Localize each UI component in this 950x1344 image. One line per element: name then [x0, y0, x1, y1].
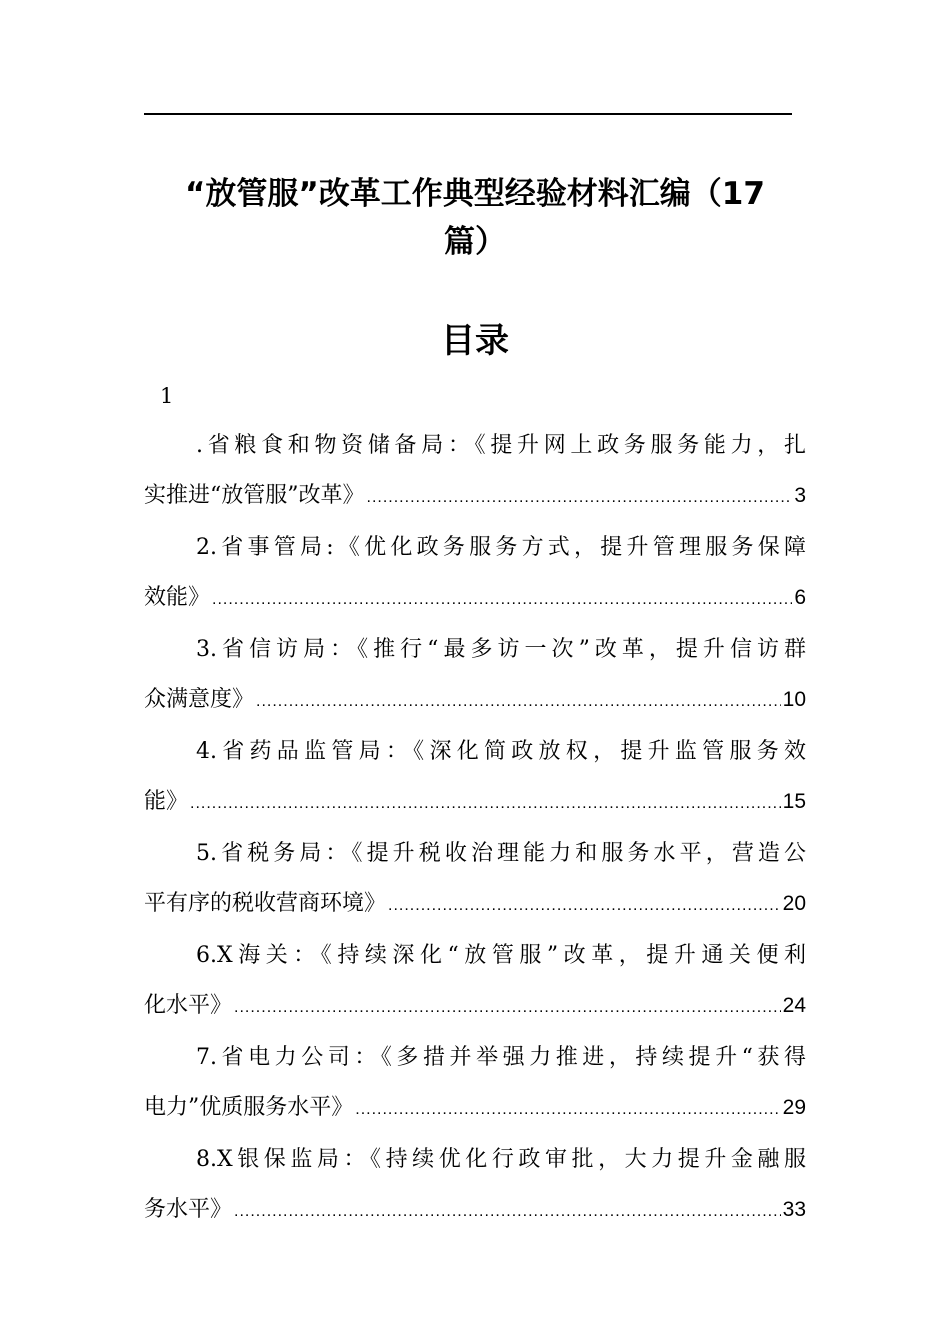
- toc-entry-continuation: [144, 981, 806, 1033]
- toc-entry-continuation: [144, 573, 806, 625]
- toc-page-number: 33: [782, 1198, 806, 1221]
- toc-entry-7[interactable]: [144, 1033, 806, 1135]
- toc-entry-title: 2.省事管局:《优化政务服务方式，提升管理服务保障: [196, 535, 806, 560]
- toc-entry-title: 6.X海关：《持续深化“放管服”改革，提升通关便利: [196, 943, 806, 968]
- toc-entry-title-cont: 务水平》: [144, 1197, 233, 1222]
- toc-entry-4[interactable]: [144, 727, 806, 829]
- toc-entry-title: 5.省税务局：《提升税收治理能力和服务水平，营造公: [196, 841, 806, 866]
- toc-dot-leader: [367, 473, 793, 523]
- toc-page-number: 15: [782, 790, 806, 813]
- toc-dot-leader: [234, 1187, 781, 1237]
- toc-entry-2[interactable]: [144, 523, 806, 625]
- toc-entry-title: 7.省电力公司：《多措并举强力推进，持续提升“获得: [196, 1045, 806, 1070]
- header-rule: [144, 113, 792, 115]
- toc-dot-leader: [234, 983, 781, 1033]
- toc-page-number: 20: [782, 892, 806, 915]
- toc-entry-continuation: [144, 1185, 806, 1237]
- document-title-line2: 篇）: [444, 224, 506, 260]
- document-title: [144, 170, 806, 266]
- toc-entry-title-cont: 众满意度》: [144, 687, 255, 712]
- toc-entry-title-cont: 平有序的税收营商环境》: [144, 891, 387, 916]
- toc-page-number: 3: [794, 484, 806, 507]
- toc-entry-title-cont: 效能》: [144, 585, 211, 610]
- toc-entry-title: 4.省药品监管局：《深化简政放权，提升监管服务效: [196, 739, 806, 764]
- table-of-contents: [144, 421, 806, 1237]
- toc-entry-title: .省粮食和物资储备局：《提升网上政务服务能力，扎: [196, 433, 806, 458]
- toc-entry-title-cont: 能》: [144, 789, 189, 814]
- toc-entry-6[interactable]: [144, 931, 806, 1033]
- toc-entry-title-cont: 实推进“放管服”改革》: [144, 483, 365, 508]
- toc-page-number: 6: [794, 586, 806, 609]
- toc-dot-leader: [355, 1085, 780, 1135]
- toc-entry-continuation: [144, 1083, 806, 1135]
- toc-lead-number: 1: [160, 384, 174, 408]
- document-title-line1: “放管服”改革工作典型经验材料汇编（17: [185, 176, 765, 212]
- toc-entry-continuation: [144, 879, 806, 931]
- toc-entry-1[interactable]: [144, 421, 806, 523]
- toc-entry-continuation: [144, 471, 806, 523]
- toc-dot-leader: [190, 779, 781, 829]
- toc-page-number: 10: [782, 688, 806, 711]
- toc-dot-leader: [256, 677, 781, 727]
- toc-dot-leader: [388, 881, 781, 931]
- toc-entry-title: 3.省信访局：《推行“最多访一次”改革，提升信访群: [196, 637, 806, 662]
- toc-dot-leader: [212, 575, 792, 625]
- toc-entry-8[interactable]: [144, 1135, 806, 1237]
- toc-entry-title: 8.X银保监局：《持续优化行政审批，大力提升金融服: [196, 1147, 806, 1172]
- toc-entry-continuation: [144, 777, 806, 829]
- toc-entry-title-cont: 电力”优质服务水平》: [144, 1095, 354, 1120]
- toc-heading: 目录: [441, 321, 509, 361]
- toc-entry-5[interactable]: [144, 829, 806, 931]
- toc-page-number: 24: [782, 994, 806, 1017]
- toc-page-number: 29: [782, 1096, 806, 1119]
- toc-entry-3[interactable]: [144, 625, 806, 727]
- toc-entry-title-cont: 化水平》: [144, 993, 233, 1018]
- toc-entry-continuation: [144, 675, 806, 727]
